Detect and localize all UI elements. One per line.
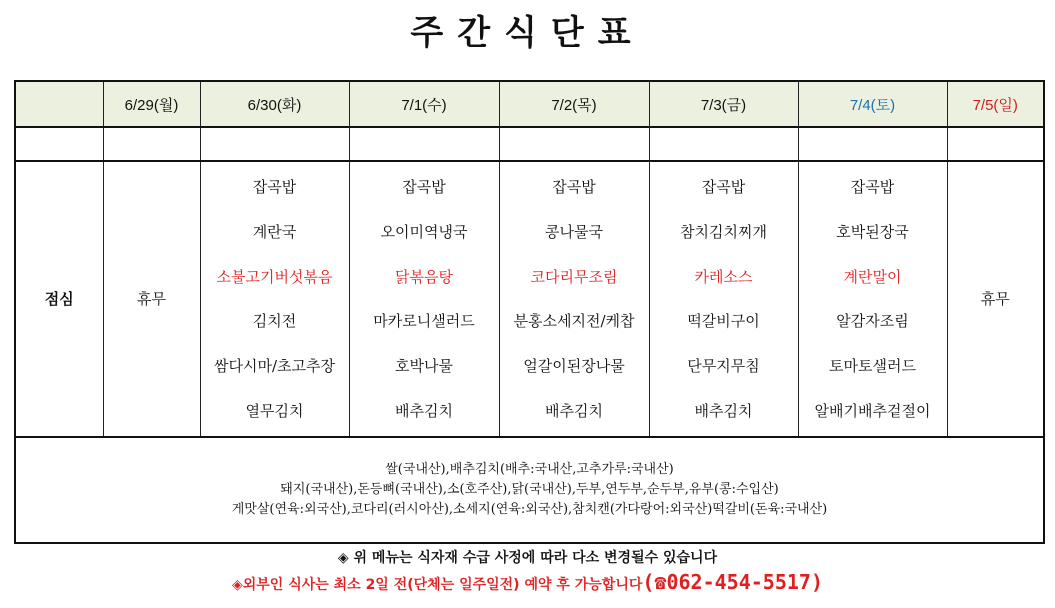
menu-item: 카레소스 bbox=[694, 267, 753, 286]
origin-info bbox=[15, 437, 1044, 543]
menu-item: 토마토샐러드 bbox=[829, 357, 916, 376]
menu-item: 잡곡밥 bbox=[850, 177, 895, 196]
menu-item: 알배기배추겉절이 bbox=[814, 401, 931, 420]
closed-label: 휴무 bbox=[137, 290, 166, 309]
menu-item: 김치전 bbox=[252, 312, 297, 331]
date-wed: 7/1(수) bbox=[349, 81, 499, 127]
menu-item: 분홍소세지전/케찹 bbox=[513, 312, 635, 331]
menu-list bbox=[799, 174, 947, 424]
origin-line: 게맛살(연육:외국산),코다리(러시아산),소세지(연육:외국산),참치캔(가다랑어:외국산)떡갈비(돈육:국내산) bbox=[231, 501, 828, 517]
menu-item: 단무지무침 bbox=[687, 357, 760, 376]
menu-item: 호박된장국 bbox=[836, 222, 909, 241]
date-sat: 7/4(토) bbox=[798, 81, 947, 127]
header-corner bbox=[15, 81, 103, 127]
origin-line: 돼지(국내산),돈등뼈(국내산),소(호주산),닭(국내산),두부,연두부,순두부,유부(콩:수입산) bbox=[280, 481, 779, 497]
closed-label: 휴무 bbox=[980, 290, 1010, 309]
weekly-menu-table bbox=[14, 80, 1045, 544]
menu-item: 잡곡밥 bbox=[701, 177, 746, 196]
menu-list bbox=[500, 174, 649, 424]
date-tue: 6/30(화) bbox=[200, 81, 349, 127]
lunch-row bbox=[15, 161, 1044, 436]
menu-item: 계란국 bbox=[252, 222, 297, 241]
menu-list bbox=[201, 174, 349, 424]
lunch-cell-sun bbox=[947, 161, 1044, 436]
lunch-cell-fri bbox=[649, 161, 798, 436]
menu-item: 얼갈이된장나물 bbox=[523, 357, 625, 376]
menu-item: 코다리무조림 bbox=[530, 267, 618, 286]
menu-item: 참치김치찌개 bbox=[680, 222, 767, 241]
menu-item: 잡곡밥 bbox=[252, 177, 297, 196]
origin-row bbox=[15, 437, 1044, 543]
date-fri: 7/3(금) bbox=[649, 81, 798, 127]
origin-line: 쌀(국내산),배추김치(배추:국내산,고추가루:국내산) bbox=[385, 461, 674, 477]
blank-row bbox=[15, 127, 1044, 161]
menu-item: 잡곡밥 bbox=[402, 177, 446, 196]
lunch-cell-thu bbox=[499, 161, 649, 436]
lunch-cell-tue bbox=[200, 161, 349, 436]
date-sun: 7/5(일) bbox=[947, 81, 1044, 127]
date-header-row bbox=[15, 81, 1044, 127]
date-thu: 7/2(목) bbox=[499, 81, 649, 127]
lunch-cell-wed bbox=[349, 161, 499, 436]
lunch-cell-sat bbox=[798, 161, 947, 436]
menu-item: 배추김치 bbox=[395, 401, 453, 420]
menu-item: 떡갈비구이 bbox=[687, 312, 760, 331]
menu-item: 소불고기버섯볶음 bbox=[216, 267, 333, 286]
menu-item: 열무김치 bbox=[245, 401, 304, 420]
menu-item: 알감자조림 bbox=[836, 312, 909, 331]
meal-label: 점심 bbox=[15, 161, 103, 436]
lunch-cell-mon bbox=[103, 161, 200, 436]
menu-item: 마카로니샐러드 bbox=[373, 312, 475, 331]
menu-item: 계란말이 bbox=[843, 267, 902, 286]
menu-item: 배추김치 bbox=[694, 401, 753, 420]
page-title: 주간식단표 bbox=[410, 13, 645, 53]
menu-item: 배추김치 bbox=[545, 401, 603, 420]
menu-item: 콩나물국 bbox=[545, 222, 603, 241]
menu-item: 잡곡밥 bbox=[552, 177, 596, 196]
menu-item: 닭볶음탕 bbox=[395, 267, 453, 286]
menu-item: 호박나물 bbox=[395, 357, 453, 376]
booking-notice bbox=[0, 570, 1055, 597]
notice-text: ◈ 위 메뉴는 식자재 수급 사정에 따라 다소 변경될수 있습니다 bbox=[337, 550, 718, 566]
date-mon: 6/29(월) bbox=[103, 81, 200, 127]
phone-number: (☎062-454-5517) bbox=[642, 570, 824, 594]
menu-item: 쌈다시마/초고추장 bbox=[214, 357, 335, 376]
booking-text: ◈외부인 식사는 최소 2일 전(단체는 일주일전) 예약 후 가능합니다 bbox=[231, 577, 643, 593]
menu-list bbox=[350, 174, 499, 424]
menu-item: 오이미역냉국 bbox=[380, 222, 468, 241]
menu-list bbox=[650, 174, 798, 424]
